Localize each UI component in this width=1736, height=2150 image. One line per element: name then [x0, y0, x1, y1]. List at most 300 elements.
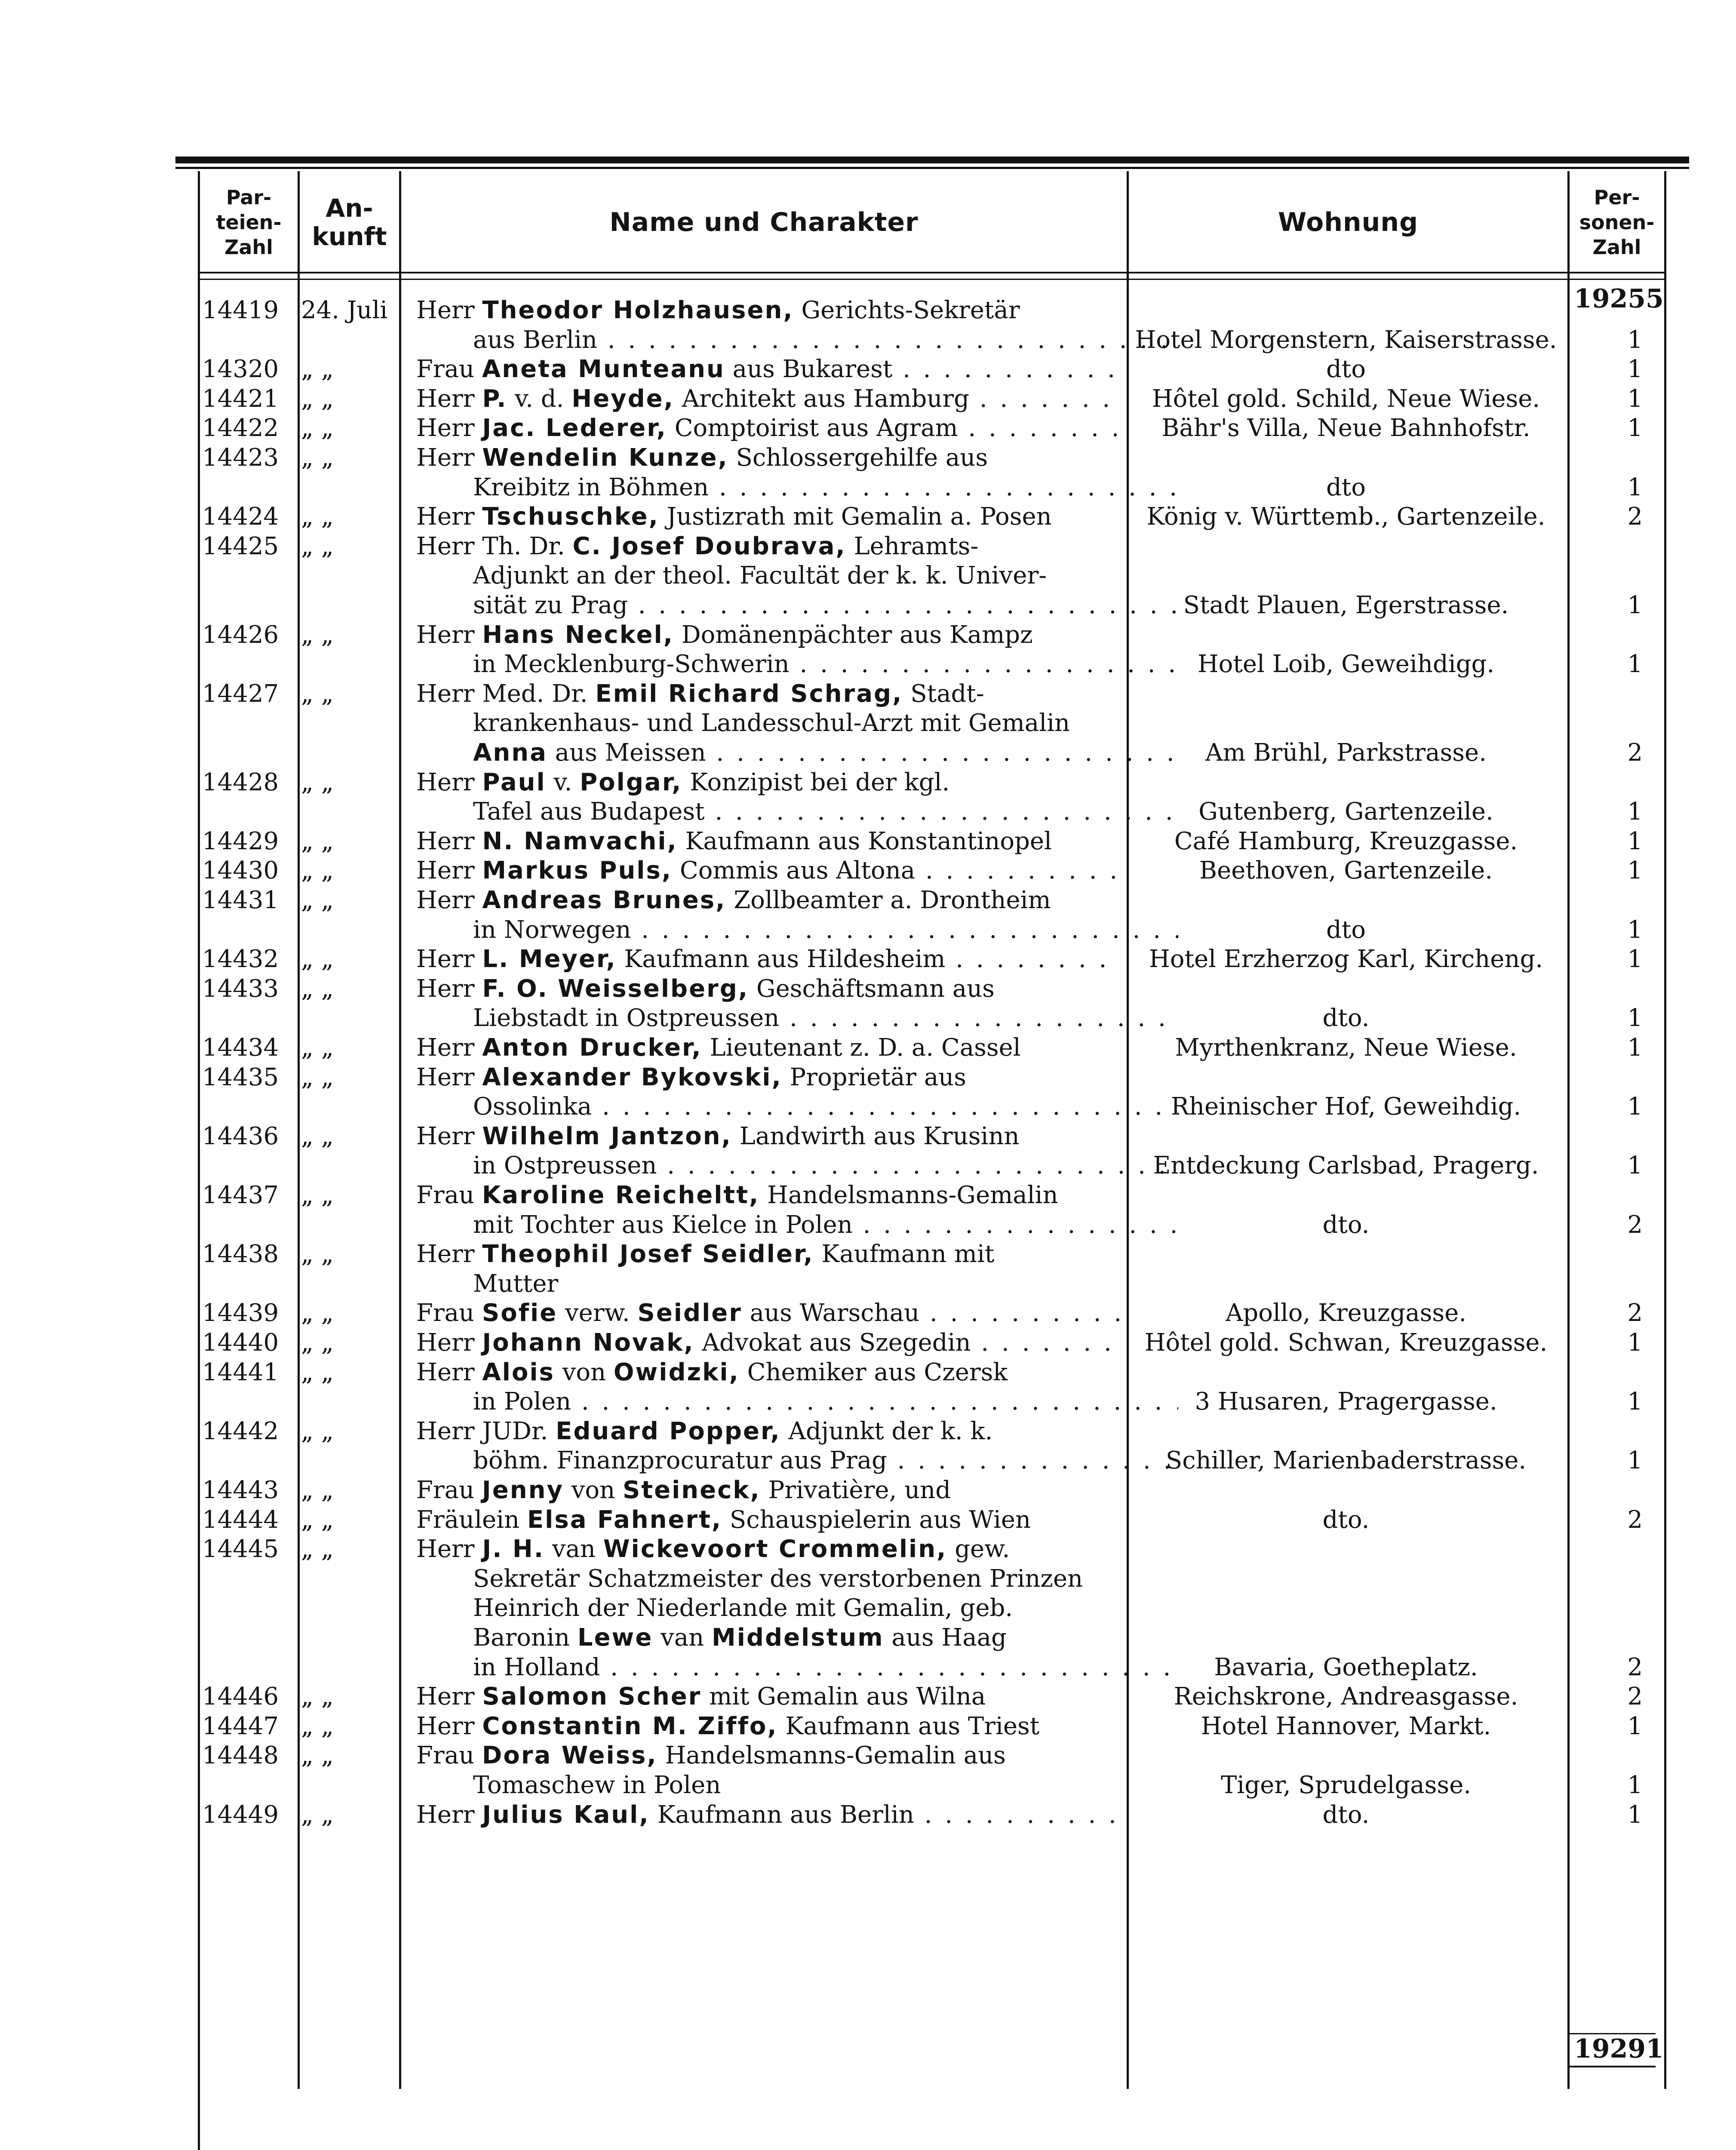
ankunft-cell: „ „ — [301, 1535, 334, 1563]
table-row — [0, 1477, 1736, 1504]
parteien-zahl-cell: 14440 — [202, 1329, 279, 1357]
guest-name: Salomon Scher — [482, 1683, 702, 1711]
name-text: Herr — [416, 1801, 482, 1829]
name-text: Herr — [416, 828, 482, 855]
name-text: Herr — [416, 385, 482, 413]
table-row — [0, 1359, 1736, 1386]
guest-name: Polgar, — [580, 769, 682, 796]
name-text: Frau — [416, 1477, 482, 1504]
name-text: mit Gemalin aus Wilna — [701, 1683, 986, 1711]
name-text: Comptoirist aus Agram — [667, 415, 958, 442]
ankunft-cell: „ „ — [301, 1506, 334, 1534]
guest-name: Andreas Brunes, — [482, 887, 726, 914]
wohnung-cell: Café Hamburg, Kreuzgasse. — [1174, 828, 1518, 855]
name-und-charakter-cell — [416, 1270, 1178, 1298]
name-text: Herr — [416, 503, 482, 531]
table-row — [0, 1093, 1736, 1121]
guest-name: Aneta Munteanu — [482, 356, 725, 383]
name-und-charakter-cell — [416, 1772, 1178, 1799]
name-text: Kaufmann mit — [814, 1241, 995, 1268]
name-und-charakter-cell — [416, 1418, 1121, 1445]
table-row — [0, 651, 1736, 678]
name-text: Kaufmann aus Triest — [777, 1713, 1040, 1740]
name-und-charakter-cell — [416, 1093, 1178, 1121]
parteien-zahl-cell: 14422 — [202, 414, 279, 442]
table-row — [0, 415, 1736, 442]
guest-name: Jac. Lederer, — [482, 415, 667, 442]
header-wohnung: Wohnung — [1278, 207, 1419, 237]
wohnung-cell: Hotel Erzherzog Karl, Kircheng. — [1149, 946, 1543, 973]
header-parteien-zahl — [200, 173, 298, 272]
personen-zahl-cell: 2 — [1627, 1653, 1643, 1681]
guest-name: C. Josef Doubrava, — [572, 533, 846, 560]
parteien-zahl-cell: 14437 — [202, 1181, 279, 1209]
parteien-zahl-cell: 14447 — [202, 1712, 279, 1740]
name-text: Landwirth aus Krusinn — [731, 1123, 1020, 1150]
ankunft-cell: „ „ — [301, 1801, 334, 1829]
name-text: Handelsmanns-Gemalin aus — [657, 1742, 1006, 1769]
table-row — [0, 1270, 1736, 1298]
ankunft-cell: „ „ — [301, 886, 334, 914]
name-text: Herr — [416, 1123, 482, 1150]
wohnung-cell: Bähr's Villa, Neue Bahnhofstr. — [1161, 415, 1530, 442]
guest-name: Paul — [482, 769, 546, 796]
header-parteien-zahl-line2: teien- — [216, 211, 282, 234]
name-text: v. — [546, 769, 580, 796]
parteien-zahl-cell: 14426 — [202, 621, 279, 649]
name-text: Herr — [416, 857, 482, 885]
wohnung-cell: Am Brühl, Parkstrasse. — [1205, 739, 1487, 767]
name-und-charakter-cell — [416, 1536, 1121, 1563]
name-text: Tafel aus Budapest — [473, 798, 705, 826]
personen-zahl-cell: 1 — [1627, 1034, 1643, 1062]
parteien-zahl-cell: 14428 — [202, 768, 279, 796]
wohnung-cell: Reichskrone, Andreasgasse. — [1174, 1683, 1518, 1711]
ankunft-cell: „ „ — [301, 503, 334, 531]
wohnung-cell: Hôtel gold. Schwan, Kreuzgasse. — [1144, 1329, 1548, 1357]
wohnung-cell: König v. Württemb., Gartenzeile. — [1146, 503, 1546, 531]
name-text: Architekt aus Hamburg — [674, 385, 970, 413]
name-und-charakter-cell — [416, 1211, 1178, 1239]
table-row — [0, 1064, 1736, 1091]
parteien-zahl-cell: 14427 — [202, 680, 279, 708]
name-und-charakter-cell — [416, 1299, 1121, 1327]
header-personen-zahl — [1570, 173, 1664, 272]
table-row — [0, 1713, 1736, 1740]
name-und-charakter-cell — [416, 769, 1121, 796]
guest-name: Wickevoort Crommelin, — [603, 1536, 947, 1563]
name-text: Herr — [416, 1241, 482, 1268]
parteien-zahl-cell: 14433 — [202, 975, 279, 1003]
name-text: Tomaschew in Polen — [473, 1772, 721, 1799]
table-row — [0, 1211, 1736, 1239]
table-row — [0, 739, 1736, 767]
name-text: Adjunkt der k. k. — [780, 1418, 993, 1445]
name-und-charakter-cell — [416, 1359, 1121, 1386]
name-text: aus Meissen — [547, 739, 706, 767]
wohnung-cell: Bavaria, Goetheplatz. — [1214, 1654, 1478, 1681]
name-und-charakter-cell — [416, 444, 1121, 472]
name-text: Adjunkt an der theol. Facultät der k. k. Univer- — [473, 562, 1047, 590]
personen-zahl-cell: 1 — [1627, 355, 1643, 383]
name-text: Commis aus Altona — [672, 857, 916, 885]
name-text: Herr — [416, 1713, 482, 1740]
parteien-zahl-cell: 14419 — [202, 296, 279, 324]
name-und-charakter-cell — [416, 1388, 1178, 1416]
parteien-zahl-cell: 14449 — [202, 1801, 279, 1829]
parteien-zahl-cell: 14443 — [202, 1476, 279, 1504]
name-text: Herr — [416, 621, 482, 649]
personen-zahl-cell: 1 — [1627, 473, 1643, 501]
name-und-charakter-cell — [416, 1004, 1178, 1032]
name-text: Kaufmann aus Berlin — [649, 1801, 914, 1829]
name-text: Sekretär Schatzmeister des verstorbenen Prinzen — [473, 1565, 1083, 1593]
personen-zahl-cell: 1 — [1627, 1388, 1643, 1416]
name-text: Herr — [416, 769, 482, 796]
name-text: in Polen — [473, 1388, 571, 1416]
name-text: Konzipist bei der kgl. — [682, 769, 950, 796]
name-text: Herr — [416, 415, 482, 442]
personen-zahl-cell: 1 — [1627, 1329, 1643, 1357]
ankunft-cell: „ „ — [301, 385, 334, 413]
table-row — [0, 474, 1736, 501]
wohnung-cell: Apollo, Kreuzgasse. — [1225, 1299, 1467, 1327]
table-row — [0, 1801, 1736, 1829]
name-und-charakter-cell — [416, 1064, 1121, 1091]
wohnung-cell: Hotel Hannover, Markt. — [1201, 1713, 1491, 1740]
name-und-charakter-cell — [416, 651, 1178, 678]
ankunft-cell: „ „ — [301, 444, 334, 472]
parteien-zahl-cell: 14448 — [202, 1742, 279, 1769]
ankunft-cell: „ „ — [301, 857, 334, 885]
table-row — [0, 916, 1736, 944]
table-row — [0, 1418, 1736, 1445]
personen-zahl-cell: 2 — [1627, 1211, 1643, 1239]
guest-name: Lewe — [577, 1624, 653, 1652]
name-text: aus Berlin — [473, 326, 597, 354]
name-text: Lehramts- — [846, 533, 979, 560]
parteien-zahl-cell: 14442 — [202, 1417, 279, 1445]
parteien-zahl-cell: 14429 — [202, 827, 279, 855]
name-text: Herr — [416, 887, 482, 914]
name-und-charakter-cell — [416, 1654, 1178, 1681]
ankunft-cell: „ „ — [301, 414, 334, 442]
header-parteien-zahl-line3: Zahl — [224, 236, 273, 259]
name-und-charakter-cell — [416, 533, 1121, 560]
personen-zahl-cell: 1 — [1627, 798, 1643, 826]
name-text: Fräulein — [416, 1506, 527, 1534]
personen-zahl-cell: 1 — [1627, 1447, 1643, 1474]
table-row — [0, 798, 1736, 826]
table-row — [0, 444, 1736, 472]
wohnung-cell: Hotel Loib, Geweihdigg. — [1197, 651, 1495, 678]
ankunft-cell: „ „ — [301, 1417, 334, 1445]
personen-zahl-cell: 1 — [1627, 857, 1643, 885]
top-rule-thick — [175, 157, 1689, 163]
name-text: Herr Th. Dr. — [416, 533, 573, 560]
table-row — [0, 533, 1736, 560]
wohnung-cell: dto. — [1322, 1211, 1370, 1239]
parteien-zahl-cell: 14425 — [202, 532, 279, 560]
name-text: aus Haag — [884, 1624, 1007, 1652]
guest-name: Sofie — [482, 1299, 558, 1327]
wohnung-cell: Schiller, Marienbaderstrasse. — [1165, 1447, 1527, 1474]
table-row — [0, 1772, 1736, 1799]
personen-zahl-cell: 1 — [1627, 650, 1643, 678]
guest-name: Constantin M. Ziffo, — [482, 1713, 778, 1740]
name-und-charakter-cell — [416, 1742, 1121, 1769]
guest-name: N. Namvachi, — [482, 828, 678, 855]
name-und-charakter-cell — [416, 474, 1178, 501]
name-text: sität zu Prag — [473, 592, 628, 619]
name-text: Herr — [416, 1359, 482, 1386]
guest-name: J. H. — [482, 1536, 545, 1563]
guest-name: Wendelin Kunze, — [482, 444, 728, 472]
guest-name: Owidzki, — [613, 1359, 740, 1386]
personen-zahl-cell: 1 — [1627, 1801, 1643, 1829]
wohnung-cell: dto. — [1322, 1004, 1370, 1032]
guest-name: Steineck, — [622, 1477, 761, 1504]
table-row — [0, 503, 1736, 531]
final-total: 19291 — [1574, 2034, 1664, 2064]
ankunft-cell: „ „ — [301, 1240, 334, 1268]
ankunft-cell: „ „ — [301, 1683, 334, 1711]
name-text: Handelsmanns-Gemalin — [759, 1182, 1058, 1209]
name-und-charakter-cell — [416, 1477, 1121, 1504]
name-text: Herr — [416, 297, 482, 324]
name-text: böhm. Finanzprocuratur aus Prag — [473, 1447, 887, 1474]
name-und-charakter-cell — [416, 739, 1178, 767]
parteien-zahl-cell: 14424 — [202, 503, 279, 531]
ankunft-cell: „ „ — [301, 1329, 334, 1357]
personen-zahl-cell: 1 — [1627, 385, 1643, 413]
table-row — [0, 1742, 1736, 1769]
ankunft-cell: „ „ — [301, 1122, 334, 1150]
ankunft-cell: „ „ — [301, 532, 334, 560]
name-und-charakter-cell — [416, 828, 1121, 855]
name-und-charakter-cell — [416, 621, 1121, 649]
name-text: Gerichts-Sekretär — [793, 297, 1020, 324]
name-text: von — [563, 1477, 623, 1504]
ankunft-cell: „ „ — [301, 1358, 334, 1386]
table-row — [0, 1683, 1736, 1711]
name-text: aus Bukarest — [725, 356, 893, 383]
total-rule — [1570, 2066, 1656, 2067]
name-und-charakter-cell — [416, 975, 1121, 1003]
guest-name: Heyde, — [571, 385, 674, 413]
name-text: aus Warschau — [742, 1299, 920, 1327]
parteien-zahl-cell: 14430 — [202, 857, 279, 885]
table-row — [0, 1594, 1736, 1622]
name-und-charakter-cell — [416, 916, 1178, 944]
table-row — [0, 297, 1736, 324]
guest-name: Dora Weiss, — [482, 1742, 658, 1769]
name-text: v. d. — [507, 385, 572, 413]
table-row — [0, 1506, 1736, 1534]
name-und-charakter-cell — [416, 1123, 1121, 1150]
personen-zahl-cell: 2 — [1627, 739, 1643, 767]
name-text: in Ostpreussen — [473, 1152, 657, 1179]
parteien-zahl-cell: 14435 — [202, 1063, 279, 1091]
name-und-charakter-cell — [416, 1241, 1121, 1268]
ankunft-cell: „ „ — [301, 1063, 334, 1091]
name-text: Herr — [416, 946, 482, 973]
parteien-zahl-cell: 14431 — [202, 886, 279, 914]
wohnung-cell: Hôtel gold. Schild, Neue Wiese. — [1152, 385, 1540, 413]
personen-zahl-cell: 2 — [1627, 503, 1643, 531]
name-text: Herr — [416, 1064, 482, 1091]
name-und-charakter-cell — [416, 1329, 1121, 1357]
name-und-charakter-cell — [416, 1152, 1178, 1179]
guest-name: P. — [482, 385, 507, 413]
table-row — [0, 1388, 1736, 1416]
parteien-zahl-cell: 14438 — [202, 1240, 279, 1268]
name-text: van — [653, 1624, 712, 1652]
name-text: in Norwegen — [473, 916, 631, 944]
name-text: Liebstadt in Ostpreussen — [473, 1004, 780, 1032]
name-text: Advokat aus Szegedin — [694, 1329, 971, 1357]
parteien-zahl-cell: 14421 — [202, 385, 279, 413]
personen-zahl-cell: 1 — [1627, 1771, 1643, 1799]
ankunft-cell: „ „ — [301, 1034, 334, 1062]
personen-zahl-cell: 1 — [1627, 414, 1643, 442]
table-row — [0, 975, 1736, 1003]
table-row — [0, 1329, 1736, 1357]
table-row — [0, 1624, 1736, 1652]
wohnung-cell: dto — [1326, 474, 1366, 501]
parteien-zahl-cell: 14432 — [202, 945, 279, 973]
guest-name: Anna — [473, 739, 547, 767]
personen-zahl-cell: 2 — [1627, 1299, 1643, 1327]
guest-name: Emil Richard Schrag, — [595, 680, 903, 708]
table-row — [0, 621, 1736, 649]
guest-name: Wilhelm Jantzon, — [482, 1123, 732, 1150]
ankunft-cell: „ „ — [301, 1181, 334, 1209]
personen-zahl-cell: 1 — [1627, 827, 1643, 855]
name-text: van — [544, 1536, 603, 1563]
name-und-charakter-cell — [416, 356, 1121, 383]
table-row — [0, 710, 1736, 737]
header-parteien-zahl-line1: Par- — [226, 186, 272, 209]
wohnung-cell: 3 Husaren, Pragergasse. — [1195, 1388, 1497, 1416]
name-text: Heinrich der Niederlande mit Gemalin, geb. — [473, 1594, 1013, 1622]
table-row — [0, 1565, 1736, 1593]
guest-name: Julius Kaul, — [482, 1801, 650, 1829]
personen-zahl-cell: 1 — [1627, 591, 1643, 619]
table-row — [0, 946, 1736, 973]
name-text: Herr — [416, 1329, 482, 1357]
wohnung-cell: Rheinischer Hof, Geweihdig. — [1171, 1093, 1521, 1121]
header-ankunft — [300, 173, 399, 272]
name-und-charakter-cell — [416, 385, 1121, 413]
name-text: Kaufmann aus Konstantinopel — [677, 828, 1052, 855]
guest-name: Tschuschke, — [482, 503, 659, 531]
wohnung-cell: Entdeckung Carlsbad, Pragerg. — [1153, 1152, 1539, 1179]
table-row — [0, 1241, 1736, 1268]
personen-zahl-cell: 1 — [1627, 326, 1643, 354]
wohnung-cell: dto. — [1322, 1506, 1370, 1534]
name-und-charakter-cell — [416, 946, 1121, 973]
name-text: Herr — [416, 1536, 482, 1563]
header-rule-2 — [198, 279, 1666, 280]
name-text: von — [554, 1359, 614, 1386]
wohnung-cell: Myrthenkranz, Neue Wiese. — [1175, 1034, 1517, 1062]
header-personen-zahl-line3: Zahl — [1592, 236, 1641, 259]
guest-name: L. Meyer, — [482, 946, 617, 973]
name-text: Ossolinka — [473, 1093, 592, 1121]
table-row — [0, 1152, 1736, 1179]
guest-name: Jenny — [482, 1477, 564, 1504]
guest-name: Middelstum — [711, 1624, 884, 1652]
header-personen-zahl-line1: Per- — [1594, 186, 1640, 209]
guest-name: F. O. Weisselberg, — [482, 975, 749, 1003]
table-row — [0, 385, 1736, 413]
guest-name: Theophil Josef Seidler, — [482, 1241, 814, 1268]
personen-zahl-cell: 1 — [1627, 1004, 1643, 1032]
guest-name: Markus Puls, — [482, 857, 673, 885]
guest-name: Theodor Holzhausen, — [482, 297, 794, 324]
name-text: Frau — [416, 1742, 482, 1769]
name-text: Frau — [416, 1299, 482, 1327]
ankunft-cell: „ „ — [301, 355, 334, 383]
name-und-charakter-cell — [416, 1506, 1121, 1534]
name-text: Domänenpächter aus Kampz — [673, 621, 1033, 649]
personen-zahl-cell: 2 — [1627, 1683, 1643, 1711]
name-und-charakter-cell — [416, 857, 1121, 885]
table-row — [0, 1004, 1736, 1032]
name-und-charakter-cell — [416, 1034, 1121, 1062]
ankunft-cell: 24. Juli — [301, 296, 388, 324]
header-ankunft-line2: kunft — [312, 222, 387, 251]
name-text: Herr — [416, 1034, 482, 1062]
guest-name: Hans Neckel, — [482, 621, 674, 649]
name-text: Schauspielerin aus Wien — [722, 1506, 1031, 1534]
name-text: Herr — [416, 975, 482, 1003]
wohnung-cell: Hotel Morgenstern, Kaiserstrasse. — [1135, 326, 1557, 354]
guest-name: Alexander Bykovski, — [482, 1064, 782, 1091]
parteien-zahl-cell: 14441 — [202, 1358, 279, 1386]
name-und-charakter-cell — [416, 562, 1178, 590]
guest-name: Anton Drucker, — [482, 1034, 702, 1062]
name-text: mit Tochter aus Kielce in Polen — [473, 1211, 853, 1239]
table-row — [0, 887, 1736, 914]
table-row — [0, 1447, 1736, 1474]
guest-name: Seidler — [637, 1299, 742, 1327]
table-row — [0, 680, 1736, 708]
wohnung-cell: dto — [1326, 356, 1366, 383]
guest-name: Elsa Fahnert, — [527, 1506, 722, 1534]
wohnung-cell: Tiger, Sprudelgasse. — [1220, 1772, 1472, 1799]
table-row — [0, 1299, 1736, 1327]
table-row — [0, 592, 1736, 619]
name-text: Frau — [416, 356, 482, 383]
personen-zahl-cell: 1 — [1627, 1712, 1643, 1740]
ankunft-cell: „ „ — [301, 1476, 334, 1504]
wohnung-cell: dto. — [1322, 1801, 1370, 1829]
table-row — [0, 1034, 1736, 1062]
name-text: Kaufmann aus Hildesheim — [616, 946, 946, 973]
guest-name: Karoline Reicheltt, — [482, 1182, 760, 1209]
table-row — [0, 1536, 1736, 1563]
wohnung-cell: dto — [1326, 916, 1366, 944]
personen-zahl-cell: 1 — [1627, 1093, 1643, 1121]
name-text: Privatière, und — [760, 1477, 951, 1504]
name-text: Lieutenant z. D. a. Cassel — [702, 1034, 1021, 1062]
name-text: Herr Med. Dr. — [416, 680, 596, 708]
name-und-charakter-cell — [416, 592, 1178, 619]
name-und-charakter-cell — [416, 415, 1121, 442]
ankunft-cell: „ „ — [301, 1299, 334, 1327]
